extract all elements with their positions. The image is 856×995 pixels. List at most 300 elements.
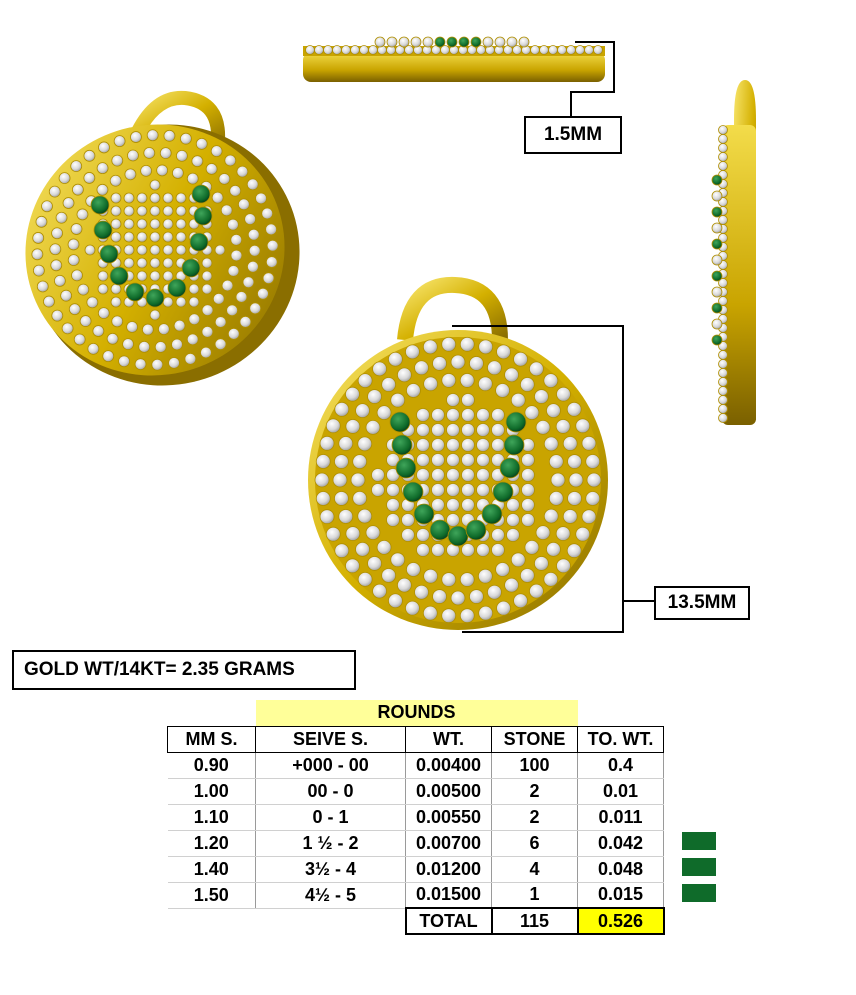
diamond-stone [462,454,475,467]
diamond-stone [460,373,474,387]
emerald-color-swatch [682,858,716,876]
diamond-stone [150,180,160,190]
diamond-stone [460,337,474,351]
diamond-stone [127,321,138,332]
diamond-stone [163,245,173,255]
diamond-stone [335,402,349,416]
diamond-stone [346,559,360,573]
diamond-stone [460,609,474,623]
diamond-stone [202,326,213,337]
diamond-stone [477,544,490,557]
diamond-stone [432,424,445,437]
diamond-stone [316,454,330,468]
diamond-stone [432,409,445,422]
diamond-stone [462,484,475,497]
diamond-stone [85,245,95,255]
diamond-stone [520,568,534,582]
diamond-stone [212,192,223,203]
diamond-stone [50,244,61,255]
emerald-stone [168,279,186,297]
diamond-stone [558,46,567,55]
diamond-stone [333,46,342,55]
diamond-stone [124,219,134,229]
diamond-stone [469,590,483,604]
thickness-label: 1.5MM [524,116,622,154]
diamond-stone [69,304,80,315]
diamond-stone [372,484,385,497]
diamond-stone [451,591,465,605]
diamond-stone [522,484,535,497]
diamond-stone [326,419,340,433]
diamond-stone [442,337,456,351]
diamond-stone [163,219,173,229]
diamond-stone [78,284,89,295]
diamond-stone [163,232,173,242]
diamond-stone [192,156,203,167]
diamond-stone [432,469,445,482]
emerald-stone [712,335,722,345]
side-view-pendant [712,80,756,425]
emerald-stone [94,221,112,239]
header-mm-size: MM S. [168,726,256,752]
diamond-stone [567,402,581,416]
diamond-stone [478,569,492,583]
diamond-stone [406,383,420,397]
diamond-stone [42,201,53,212]
diamond-stone [163,193,173,203]
swatch-cell [664,778,734,804]
diamond-stone [172,339,183,350]
diamond-stone [358,572,372,586]
diamond-stone [176,206,186,216]
emerald-stone [712,271,722,281]
total-label: TOTAL [406,908,492,934]
header-stone-count: STONE [492,726,578,752]
diamond-stone [576,527,590,541]
diamond-stone [433,590,447,604]
mm-size-cell: 1.40 [168,856,256,882]
diamond-stone [423,340,437,354]
diamond-stone [238,199,249,210]
diamond-stone [477,484,490,497]
diamond-stone [137,232,147,242]
diamond-stone [215,339,226,350]
table-row [168,882,734,908]
diamond-stone [176,245,186,255]
diamond-stone [51,260,62,271]
diamond-stone [479,606,493,620]
diamond-stone [150,232,160,242]
mm-size-cell: 1.50 [168,882,256,908]
diamond-stone [68,255,79,266]
diamond-stone [405,601,419,615]
diameter-label: 13.5MM [654,586,750,620]
diamond-stone [141,165,152,176]
diamond-stone [442,573,456,587]
diamond-stone [315,473,329,487]
stone-count-cell: 4 [492,856,578,882]
diamond-stone [544,509,558,523]
diamond-stone [221,205,232,216]
sieve-size-cell: +000 - 00 [256,752,406,778]
diamond-stone [176,219,186,229]
diamond-stone [447,424,460,437]
weight-cell: 0.01200 [406,856,492,882]
diamond-stone [405,345,419,359]
diamond-stone [519,37,529,47]
diamond-stone [387,37,397,47]
diamond-stone [417,544,430,557]
diamond-stone [99,142,110,153]
diamond-stone [525,406,539,420]
mm-size-cell: 1.00 [168,778,256,804]
diamond-stone [546,542,560,556]
diamond-stone [719,162,728,171]
diamond-stone [719,216,728,225]
diamond-stone [368,556,382,570]
diamond-stone [320,510,334,524]
swatch-cell [664,830,734,856]
diamond-stone [97,184,108,195]
diamond-stone [495,37,505,47]
diamond-stone [266,257,277,268]
diamond-stone [334,491,348,505]
swatch-cell [664,856,734,882]
diamond-stone [213,293,224,304]
swatch-cell [664,804,734,830]
diamond-stone [388,352,402,366]
emerald-color-swatch [682,884,716,902]
diamond-stone [243,277,254,288]
diamond-stone [358,509,372,523]
diamond-stone [124,245,134,255]
diamond-stone [387,514,400,527]
diamond-stone [93,326,104,337]
diamond-stone [33,232,44,243]
total-weight-cell: 0.042 [578,830,664,856]
diamond-stone [514,352,528,366]
diamond-stone [202,271,212,281]
diamond-stone [382,378,396,392]
diamond-stone [447,484,460,497]
weight-cell: 0.00700 [406,830,492,856]
diamond-stone [417,439,430,452]
diamond-stone [32,249,43,260]
diamond-stone [339,437,353,451]
weight-cell: 0.00400 [406,752,492,778]
diamond-stone [719,369,728,378]
diamond-stone [164,130,175,141]
diamond-stone [569,473,583,487]
emerald-stone [392,435,412,455]
diamond-stone [373,362,387,376]
table-row [168,830,734,856]
diamond-stone [158,324,169,335]
diamond-stone [33,265,44,276]
diamond-stone [353,491,367,505]
diamond-stone [206,163,217,174]
diamond-stone [477,409,490,422]
diamond-stone [74,334,85,345]
diamond-stone [150,206,160,216]
diamond-stone [477,439,490,452]
diamond-stone [497,601,511,615]
diamond-stone [587,473,601,487]
header-sieve-size: SEIVE S. [256,726,406,752]
diamond-stone [222,280,233,291]
diamond-stone [62,323,73,334]
diamond-stone [324,46,333,55]
diamond-stone [176,297,186,307]
diamond-stone [462,499,475,512]
weight-cell: 0.00500 [406,778,492,804]
diamond-stone [387,484,400,497]
emerald-stone [459,37,469,47]
diamond-stone [169,357,180,368]
mm-size-cell: 1.10 [168,804,256,830]
stone-count-cell: 6 [492,830,578,856]
diamond-stone [447,454,460,467]
diamond-stone [556,419,570,433]
weight-cell: 0.01500 [406,882,492,908]
diamond-stone [442,373,456,387]
emerald-stone [110,267,128,285]
diamond-stone [563,437,577,451]
diamond-stone [257,288,268,299]
diamond-stone [497,345,511,359]
diamond-stone [231,234,242,245]
diamond-stone [266,224,277,235]
diamond-stone [219,173,230,184]
emerald-stone [146,289,164,307]
diamond-stone [137,245,147,255]
stone-count-cell: 1 [492,882,578,908]
diamond-stone [125,169,136,180]
diamond-stone [479,340,493,354]
diamond-stone [462,544,475,557]
diamond-stone [719,414,728,423]
diamond-stone [496,563,510,577]
diamond-stone [249,245,260,256]
diamond-stone [335,544,349,558]
diamond-stone [150,258,160,268]
diamond-stone [326,527,340,541]
diamond-stone [63,198,74,209]
total-row [168,908,734,934]
diamond-stone [262,208,273,219]
diamond-stone [492,424,505,437]
emerald-stone [712,239,722,249]
diamond-stone [536,420,550,434]
emerald-stone [500,458,520,478]
diamond-stone [61,290,72,301]
diamond-stone [387,499,400,512]
diamond-stone [719,351,728,360]
diamond-stone [111,284,121,294]
diamond-stone [432,484,445,497]
diamond-stone [231,250,242,261]
diamond-stone [176,232,186,242]
diamond-stone [522,454,535,467]
diamond-stone [447,394,460,407]
table-row [168,804,734,830]
diamond-stone [487,585,501,599]
diamond-stone [520,378,534,392]
diamond-stone [719,360,728,369]
table-row [168,778,734,804]
diamond-stone [511,393,525,407]
diamond-stone [202,305,213,316]
diamond-stone [712,287,722,297]
diamond-stone [719,126,728,135]
diamond-stone [712,319,722,329]
diamond-stone [37,281,48,292]
diamond-stone [505,578,519,592]
diamond-stone [200,347,211,358]
diamond-stone [155,342,166,353]
diamond-stone [368,390,382,404]
diamond-stone [417,454,430,467]
diamond-stone [59,173,70,184]
diamond-stone [236,291,247,302]
emerald-stone [712,175,722,185]
diamond-stone [137,206,147,216]
perspective-view-pendant [0,90,334,421]
diamond-stone [417,529,430,542]
diamond-stone [411,37,421,47]
diamond-stone [144,147,155,158]
diamond-stone [556,527,570,541]
diamond-stone [114,136,125,147]
diamond-stone [43,296,54,307]
emerald-stone [504,435,524,455]
diamond-stone [139,341,150,352]
diamond-stone [447,409,460,422]
diamond-stone [147,130,158,141]
diamond-stone [487,361,501,375]
diamond-stone [150,310,160,320]
stone-count-cell: 100 [492,752,578,778]
diamond-stone [245,214,256,225]
diamond-stone [417,469,430,482]
diamond-stone [80,316,91,327]
diamond-stone [462,409,475,422]
diamond-stone [342,46,351,55]
diamond-stone [402,514,415,527]
gold-weight-label: GOLD WT/14KT= 2.35 GRAMS [12,650,356,690]
diamond-stone [137,219,147,229]
diamond-stone [124,193,134,203]
diamond-stone [462,469,475,482]
diamond-stone [111,206,121,216]
diamond-stone [719,396,728,405]
diamond-stone [127,150,138,161]
diamond-stone [202,258,212,268]
diamond-stone [582,436,596,450]
diamond-stone [719,153,728,162]
diamond-stone [529,584,543,598]
diamond-stone [185,353,196,364]
diamond-stone [150,193,160,203]
diamond-stone [356,542,370,556]
diamond-stone [424,377,438,391]
diamond-stone [189,297,199,307]
diamond-stone [525,540,539,554]
diamond-stone [72,270,83,281]
diamond-stone [77,209,88,220]
diamond-stone [534,556,548,570]
emerald-color-swatch [682,832,716,850]
diamond-stone [211,146,222,157]
diamond-stone [478,377,492,391]
diamond-stone [111,297,121,307]
diamond-stone [462,394,475,407]
diamond-stone [549,455,563,469]
diamond-stone [399,37,409,47]
diamond-stone [719,405,728,414]
diamond-stone [382,568,396,582]
diamond-stone [556,559,570,573]
diamond-stone [549,46,558,55]
diamond-stone [176,150,187,161]
emerald-stone [396,458,416,478]
diamond-stone [36,216,47,227]
diamond-stone [460,573,474,587]
diamond-stone [511,553,525,567]
diamond-stone [353,455,367,469]
mm-size-cell: 1.20 [168,830,256,856]
diamond-stone [492,529,505,542]
diamond-stone [263,273,274,284]
sieve-size-cell: 4½ - 5 [256,882,406,908]
diamond-stone [351,46,360,55]
diamond-stone [375,37,385,47]
diamond-stone [52,310,63,321]
diamond-stone [377,540,391,554]
header-weight: WT. [406,726,492,752]
diamond-stone [582,510,596,524]
emerald-stone [192,185,210,203]
diamond-stone [157,165,168,176]
table-row [168,856,734,882]
diamond-stone [135,359,146,370]
diamond-stone [107,333,118,344]
diamond-stone [72,184,83,195]
sieve-size-cell: 00 - 0 [256,778,406,804]
diamond-stone [544,437,558,451]
total-weight-cell: 0.048 [578,856,664,882]
diamond-stone [119,356,130,367]
diamond-stone [377,406,391,420]
total-weight-cell: 0.01 [578,778,664,804]
diamond-stone [544,572,558,586]
diamond-stone [237,166,248,177]
diamond-stone [556,387,570,401]
diamond-stone [111,219,121,229]
diamond-stone [52,228,63,239]
diamond-stone [529,362,543,376]
diamond-stone [196,138,207,149]
diamond-stone [240,316,251,327]
sieve-size-cell: 3½ - 4 [256,856,406,882]
diamond-stone [71,161,82,172]
diamond-stone [585,46,594,55]
diamond-stone [540,46,549,55]
diamond-stone [360,46,369,55]
diamond-stone [163,297,173,307]
diamond-stone [549,491,563,505]
swatch-cell [664,752,734,778]
